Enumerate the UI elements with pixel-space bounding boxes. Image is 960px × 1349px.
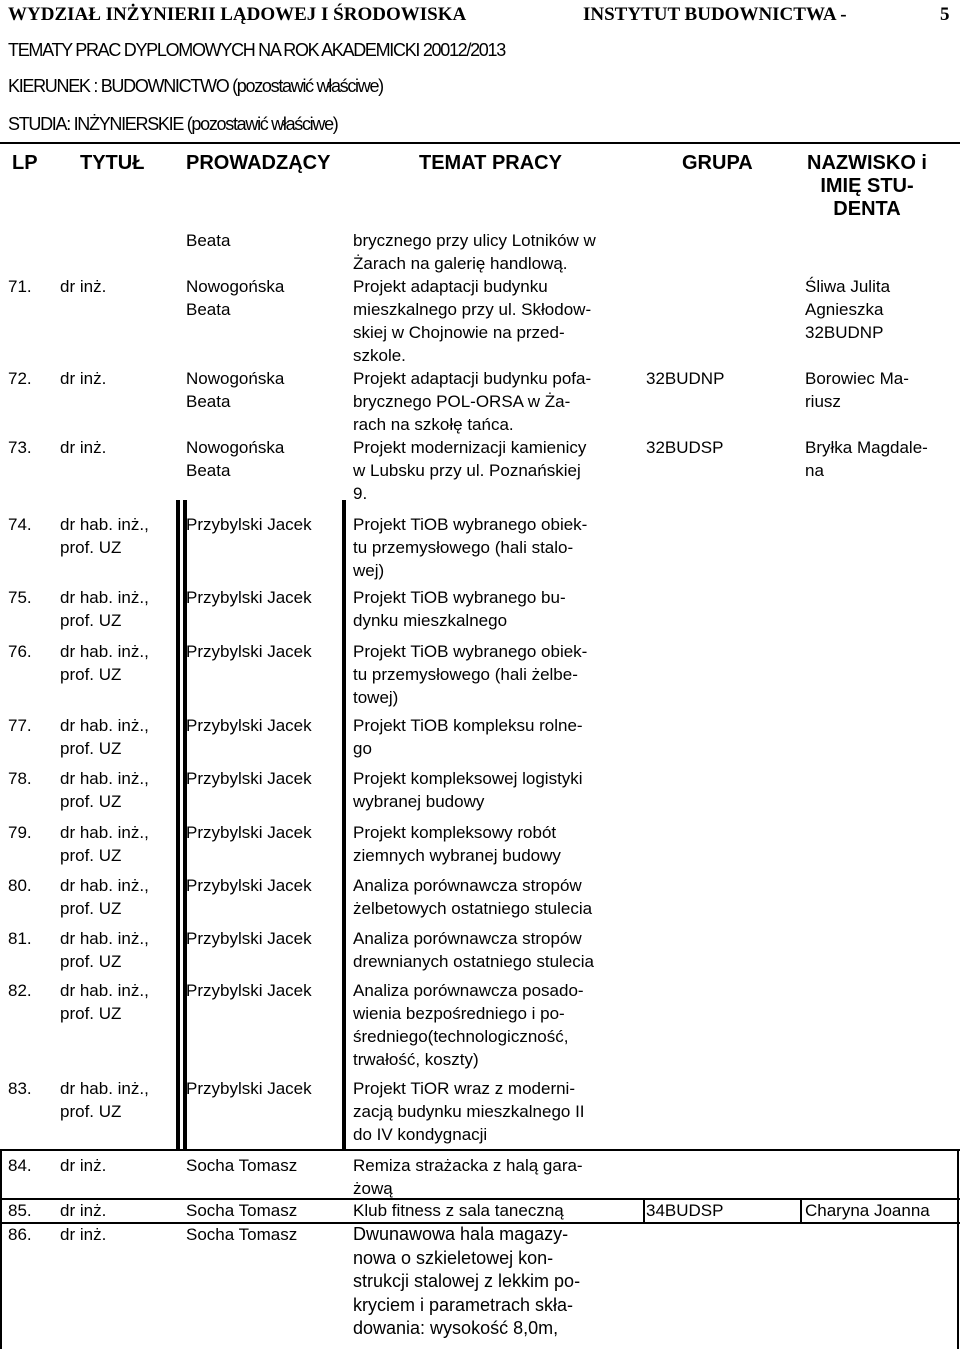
faculty-name: WYDZIAŁ INŻYNIERII LĄDOWEJ I ŚRODOWISKA — [8, 4, 467, 25]
column-separator — [800, 1198, 802, 1224]
academic-title: dr hab. inż., prof. UZ — [60, 769, 149, 811]
supervisor-name: Przybylski Jacek — [186, 981, 312, 1000]
supervisor-name: Nowogońska Beata — [186, 369, 285, 411]
thesis-topic: brycznego przy ulicy Lotników w Żarach na galerię handlową. — [353, 231, 596, 273]
supervisor-name: Przybylski Jacek — [186, 642, 312, 661]
academic-title: dr inż. — [60, 438, 107, 457]
academic-title: dr hab. inż., prof. UZ — [60, 1079, 149, 1121]
row-number: 73. — [8, 438, 32, 457]
column-header-supervisor: PROWADZĄCY — [186, 152, 331, 174]
row-number: 79. — [8, 823, 32, 842]
student-group: 32BUDNP — [646, 369, 725, 388]
column-separator — [643, 1198, 645, 1224]
student-name: Borowiec Ma- riusz — [805, 369, 909, 411]
academic-title: dr hab. inż., prof. UZ — [60, 716, 149, 758]
supervisor-name: Przybylski Jacek — [186, 769, 312, 788]
row-number: 85. — [8, 1201, 32, 1220]
thesis-topic: Projekt TiOB wybranego obiek- tu przemysłowego (hali stalo- wej) — [353, 515, 588, 580]
row-number: 80. — [8, 876, 32, 895]
supervisor-name: Przybylski Jacek — [186, 1079, 312, 1098]
thesis-topic: Projekt TiOB wybranego bu- dynku mieszkalnego — [353, 588, 566, 630]
thesis-topic: Dwunawowa hala magazy- nowa o szkieletowej kon- strukcji stalowej z lekkim po- kryciem i parametrach skła- dowania: wysokość 8,0m, — [353, 1224, 581, 1338]
table-row-rule — [0, 1149, 960, 1151]
field-of-study: KIERUNEK : BUDOWNICTWO (pozostawić właściwe) — [8, 76, 383, 96]
table-top-border — [0, 142, 960, 144]
student-group: 32BUDSP — [646, 438, 724, 457]
thesis-topic: Projekt TiOR wraz z moderni- zacją budynku mieszkalnego II do IV kondygnacji — [353, 1079, 585, 1144]
supervisor-name: Nowogońska Beata — [186, 438, 285, 480]
student-name: Bryłka Magdale- na — [805, 438, 928, 480]
academic-title: dr hab. inż., prof. UZ — [60, 515, 149, 557]
row-number: 78. — [8, 769, 32, 788]
academic-title: dr inż. — [60, 1201, 107, 1220]
thesis-topic: Klub fitness z sala taneczną — [353, 1201, 564, 1220]
thesis-topic: Analiza porównawcza stropów drewnianych ostatniego stulecia — [353, 929, 594, 971]
supervisor-name: Nowogońska Beata — [186, 277, 285, 319]
supervisor-name: Przybylski Jacek — [186, 929, 312, 948]
student-name: Śliwa Julita Agnieszka 32BUDNP — [805, 277, 891, 342]
supervisor-name: Przybylski Jacek — [186, 716, 312, 735]
supervisor-name: Przybylski Jacek — [186, 876, 312, 895]
thesis-topic: Analiza porównawcza stropów żelbetowych ostatniego stulecia — [353, 876, 593, 918]
academic-title: dr inż. — [60, 1156, 107, 1175]
supervisor-name: Przybylski Jacek — [186, 515, 312, 534]
thesis-topic: Projekt TiOB kompleksu rolne- go — [353, 716, 583, 758]
row-number: 84. — [8, 1156, 32, 1175]
academic-title: dr hab. inż., prof. UZ — [60, 981, 149, 1023]
academic-title: dr inż. — [60, 277, 107, 296]
thesis-topic: Projekt modernizacji kamienicy w Lubsku przy ul. Poznańskiej 9. — [353, 438, 587, 503]
row-number: 83. — [8, 1079, 32, 1098]
study-type: STUDIA: INŻYNIERSKIE (pozostawić właściwe) — [8, 114, 338, 134]
supervisor-name: Beata — [186, 231, 231, 250]
supervisor-name: Socha Tomasz — [186, 1225, 298, 1244]
row-number: 82. — [8, 981, 32, 1000]
thesis-topic: Remiza strażacka z halą gara- żową — [353, 1156, 583, 1198]
column-header-student: NAZWISKO i IMIĘ STU- DENTA — [807, 152, 927, 220]
student-group: 34BUDSP — [646, 1201, 724, 1220]
row-number: 71. — [8, 277, 32, 296]
academic-title: dr hab. inż., prof. UZ — [60, 642, 149, 684]
supervisor-name: Przybylski Jacek — [186, 823, 312, 842]
institute-name: INSTYTUT BUDOWNICTWA - — [583, 4, 847, 25]
supervisor-name: Socha Tomasz — [186, 1156, 298, 1175]
academic-title: dr inż. — [60, 1225, 107, 1244]
document-subtitle: TEMATY PRAC DYPLOMOWYCH NA ROK AKADEMICKI 20012/2013 — [8, 40, 505, 60]
table-left-border — [0, 1149, 2, 1349]
row-number: 72. — [8, 369, 32, 388]
page-number: 5 — [940, 4, 950, 25]
thesis-topic: Projekt adaptacji budynku mieszkalnego przy ul. Skłodow- skiej w Chojnowie na przed- szkole. — [353, 277, 592, 365]
thesis-topic: Projekt kompleksowy robót ziemnych wybranej budowy — [353, 823, 561, 865]
column-header-lp: LP — [12, 152, 38, 174]
column-header-topic: TEMAT PRACY — [419, 152, 562, 174]
row-number: 77. — [8, 716, 32, 735]
academic-title: dr inż. — [60, 369, 107, 388]
academic-title: dr hab. inż., prof. UZ — [60, 588, 149, 630]
supervisor-name: Socha Tomasz — [186, 1201, 298, 1220]
row-number: 81. — [8, 929, 32, 948]
table-right-border — [957, 1149, 959, 1349]
row-number: 75. — [8, 588, 32, 607]
academic-title: dr hab. inż., prof. UZ — [60, 929, 149, 971]
thesis-topic: Analiza porównawcza posado- wienia bezpośredniego i po- średniego(technologiczność, trwałość, koszty) — [353, 981, 584, 1069]
column-header-group: GRUPA — [682, 152, 753, 174]
supervisor-name: Przybylski Jacek — [186, 588, 312, 607]
row-number: 86. — [8, 1225, 32, 1244]
row-number: 76. — [8, 642, 32, 661]
student-name: Charyna Joanna — [805, 1201, 930, 1220]
academic-title: dr hab. inż., prof. UZ — [60, 823, 149, 865]
thesis-topic: Projekt TiOB wybranego obiek- tu przemysłowego (hali żelbe- towej) — [353, 642, 588, 707]
academic-title: dr hab. inż., prof. UZ — [60, 876, 149, 918]
thesis-topic: Projekt kompleksowej logistyki wybranej budowy — [353, 769, 583, 811]
thesis-topic: Projekt adaptacji budynku pofa- brycznego POL-ORSA w Ża- rach na szkołę tańca. — [353, 369, 592, 434]
column-header-title: TYTUŁ — [80, 152, 145, 174]
document-header — [8, 4, 956, 26]
row-number: 74. — [8, 515, 32, 534]
